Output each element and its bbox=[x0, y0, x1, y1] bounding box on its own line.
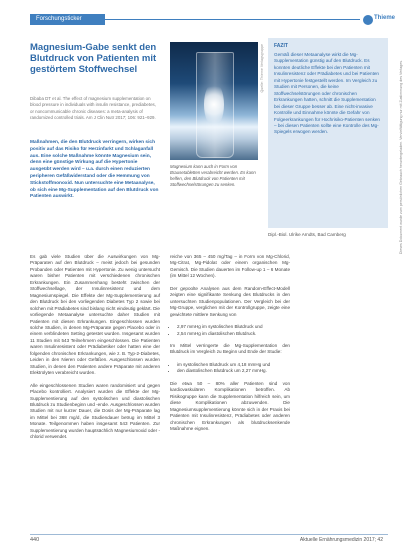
page-number: 440 bbox=[30, 537, 40, 543]
header-divider bbox=[105, 19, 360, 20]
journal-name: Aktuelle Ernährungsmedizin 2017; 42 bbox=[299, 537, 383, 543]
body-column-1 bbox=[30, 254, 160, 447]
author-line: Dipl.-Biol. Ulrike Arndts, Bad Camberg bbox=[268, 232, 346, 237]
section-tag: Forschungsticker bbox=[30, 14, 105, 25]
body-paragraph: Die etwa 50 – 80% aller Patienten sind von kardiovaskulären Komplikationen betroffen. Ab Risikogruppe kann die Supplementation hilfreich sein, um diese Komplikationen abzuwenden. Die Magnesiumsupplementierung könnte sich in der Praxis bei Patienten mit Insulinresistenz, Prädiabetes oder anderen chronischen Erkrankungen als blutdrucksenkende Maßnahme eignen. bbox=[170, 380, 290, 431]
copyright-note: Dieses Dokument wurde zum persönlichen Gebrauch heruntergeladen. Vervielfältigung nur mit Zustimmung des Verlages. bbox=[399, 60, 403, 255]
list-item: • im systolischen Blutdruck um 4,18 mmHg und bbox=[177, 362, 290, 368]
result-list bbox=[170, 324, 290, 337]
list-item: • 2,54 mmHg im diastolischen Blutdruck. bbox=[177, 331, 290, 337]
logo-icon bbox=[363, 15, 373, 25]
fizz-illustration bbox=[204, 82, 224, 127]
result-list bbox=[170, 362, 290, 375]
citation: Dibaba DT et al. The effect of magnesium supplementation on blood pressure in individuals with insulin resistance, prediabetes, or noncommunicable chronic diseases: a meta-analysis of randomized controlled trials. Am J Clin Nutr 2017; 106: 921–929. bbox=[30, 96, 156, 120]
body-column-2 bbox=[170, 254, 290, 438]
footer-divider bbox=[30, 534, 388, 535]
list-item: • den diastolischen Blutdruck um 2,27 mmHg. bbox=[177, 368, 290, 374]
body-paragraph: reiche von 365 – 450 mg/Tag – in Form von Mg-Chlorid, Mg-Citrat, Mg-Pidolat oder einem organischen Mg-Gemisch. Die Studien dauerten im Follow-up 1 – 6 Monate (im Mittel 12 Wochen). bbox=[170, 254, 290, 279]
body-paragraph: Es gab viele Studien über die Auswirkungen von Mg-Präparaten auf den Blutdruck – meist jedoch bei gesunden Probanden oder Patienten mit Hypertonie. Zu wenig untersucht waren bisher Patienten mit verschiedenen chronischen Erkrankungen. Ein Zusammenhang besteht zwischen der Stoffwechsellage, der Insulinresistenz und dem Magnesiumspiegel. Die Effekte der Mg-Supplementierung auf den Blutdruck bei den vorliegenden Diabetes Typ 2 sowie bei solchen mit Prädiabetes sind bislang nicht eindeutig geklärt. Die vorliegende Metaanalyse untersuchte daher Studien mit Patienten mit diesen Erkrankungen. Eingeschlossen wurden solche Studien, in denen Mg-Präparate gegen Placebo oder in einem verblindeten Setting getestet wurden. Insgesamt wurden 11 Studien mit 543 Teilnehmern eingeschlossen. Die Patienten waren Insulinresistent oder Prädiabetiker oder hatten eine der folgenden chronischen Erkrankungen, wie z. B. Typ-2-Diabetes, Leiden in den Nieren oder Gefäßen. Ausgeschlossen wurden Studien, in denen den Patienten andere Präparate mit anderen Elektrolyten verabreicht wurden. bbox=[30, 254, 160, 376]
lead-paragraph: Maßnahmen, die den Blutdruck verringern, wirken sich positiv auf das Risiko für Herzinfarkt und Schlaganfall aus. Eine solche Maßnahme könnte Magnesium sein, denn eine günstige Wirkung auf die Hypertonie ausgeübt werden wird – u.a. durch einen reduzierten peripheren Gefäßwiderstand oder die Hemmung von Stickstoffmonoxid. Nun untersuchte eine Metaanalyse, ob sich eine Mg-Supplementation auf den Blutdruck von Patienten auswirkt. bbox=[30, 140, 159, 200]
body-paragraph: Der gepoolte Analysen aus dem Random-Effect-Modell zeigten eine signifikante Senkung des Blutdrucks in den untersuchten Studienpopulationen. Der Vergleich bei der Mg-Gruppe, verglichen mit der Kontrollgruppe, zeigte eine gewichtete mittlere Senkung von bbox=[170, 285, 290, 317]
conclusion-label: FAZIT bbox=[274, 43, 288, 49]
article-title: Magnesium-Gabe senkt den Blutdruck von Patienten mit gestörtem Stoffwechsel bbox=[30, 42, 157, 75]
body-paragraph: Alle eingeschlossenen Studien waren randomisiert und gegen Placebo kontrolliert. Analysiert wurden die Effekte der Mg-Supplementierung auf den systolischen und diastolischen Blutdruck zu Studienbeginn und -ende. Ausgeschlossen wurden Studien mit nur kurzer Dauer, die Dosis der Mg-Präparate lag im Mittel bei 368 mg/d, die Studiendauer betrug im Mittel 3 Monate. Teilgenommen haben insgesamt 543 Patienten. Zur Supplementierung wurden hauptsächlich Magnesiumoxid oder -chlorid verwendet. bbox=[30, 382, 160, 440]
photo-credit: Quelle: Thieme Verlagsgruppe bbox=[260, 44, 264, 93]
photo-caption: Magnesium kann auch in Form von Brausetabletten verabreicht werden. Es kann helfen, den Blutdruck von Patienten mit Stoffwechselstörungen zu senken. bbox=[170, 164, 256, 187]
body-paragraph: Im Mittel verringerte die Mg-Supplementation den Blutdruck im Vergleich zu Beginn und Ende der Studie: bbox=[170, 342, 290, 355]
publisher-logo bbox=[363, 13, 396, 27]
list-item: • 2,97 mmHg im systolischen Blutdruck und bbox=[177, 324, 290, 330]
conclusion-box bbox=[268, 38, 388, 228]
article-photo bbox=[170, 42, 258, 160]
logo-text: Thieme bbox=[374, 15, 396, 21]
conclusion-text: Gemäß dieser Metaanalyse wirkt die Mg-Supplementation günstig auf den Blutdruck. Es konnten deutliche Effekte bei den Patienten mit Insulinresistenz oder Prädiabetes und bei Patienten mit Hypertonie festgestellt werden. Im Vergleich zu Studien mit Personen, die keine Stoffwechselstörungen oder chronischen Erkrankungen hatten, schnitt die Supplementation bei dieser Gruppe besser ab. Eine nicht-invasive Kontrolle und Einnahme könnte die Gefahr von Folgeerkrankungen für Hochrisiko-Patienten senken – bei diesen Patienten sollte eine Kontrolle des Mg-Spiegels erwogen werden. bbox=[274, 52, 380, 135]
